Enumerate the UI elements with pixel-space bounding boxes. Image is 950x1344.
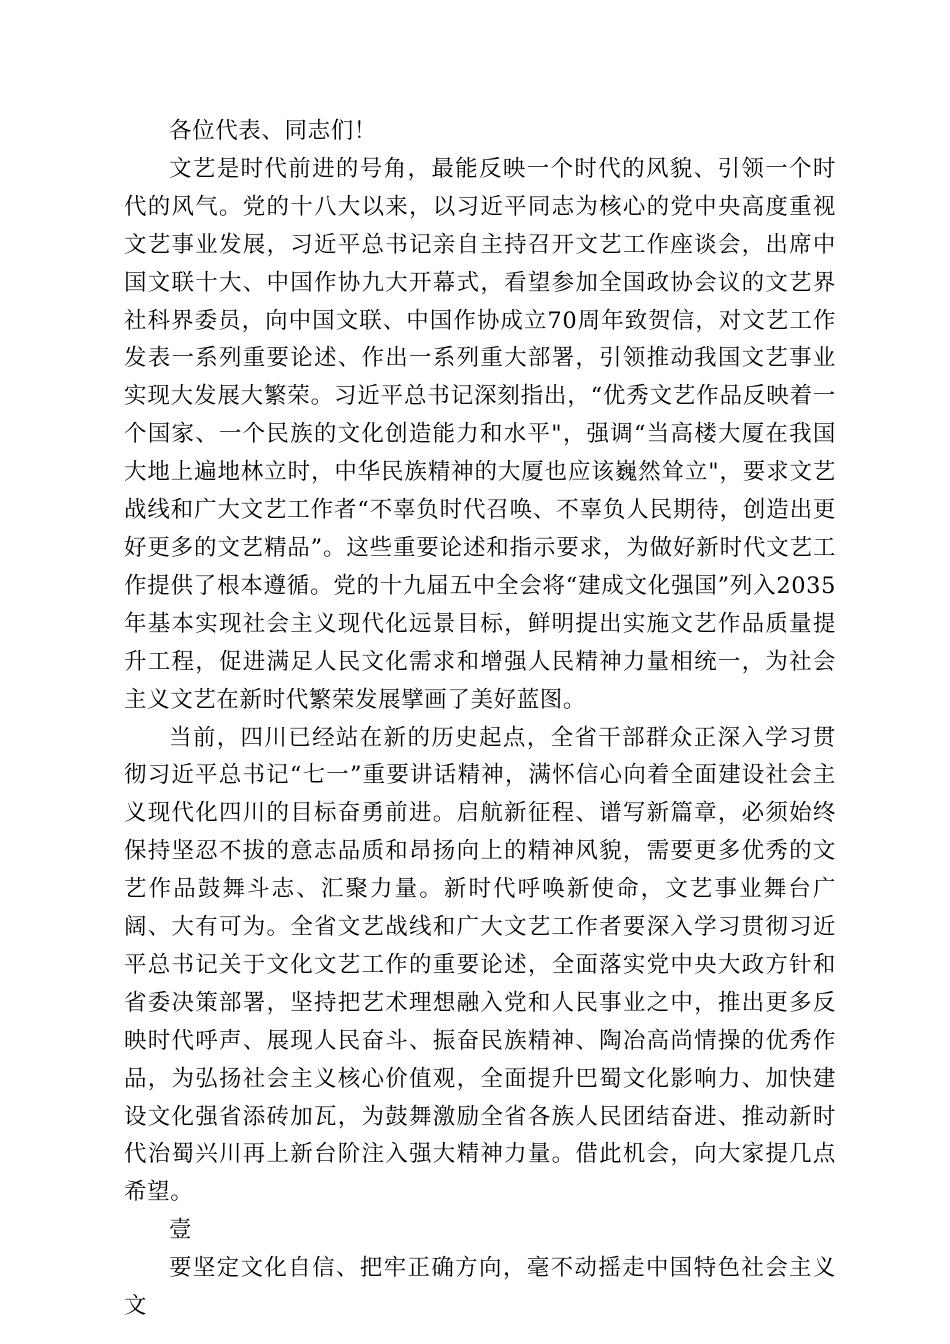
document-body: [124, 113, 836, 1326]
paragraph-3: 要坚定文化自信、把牢正确方向，毫不动摇走中国特色社会主义文: [124, 1255, 836, 1320]
greeting-line: 各位代表、同志们！: [169, 118, 377, 144]
paragraph-1: 文艺是时代前进的号角，最能反映一个时代的风貌、引领一个时代的风气。党的十八大以来，以习近平同志为核心的党中央高度重视文艺事业发展，习近平总书记亲自主持召开文艺工作座谈会，出席中国文联十大、中国作协九大开幕式，看望参加全国政协会议的文艺界社科界委员，向中国文联、中国作协成立70周年致贺信，对文艺工作发表一系列重要论述、作出一系列重大部署，引领推动我国文艺事业实现大发展大繁荣。习近平总书记深刻指出，“优秀文艺作品反映着一个国家、一个民族的文化创造能力和水平"，强调“当高楼大厦在我国大地上遍地林立时，中华民族精神的大厦也应该巍然耸立"，要求文艺战线和广大文艺工作者“不辜负时代召唤、不辜负人民期待，创造出更好更多的文艺精品”。这些重要论述和指示要求，为做好新时代文艺工作提供了根本遵循。党的十九届五中全会将“建成文化强国”列入2035年基本实现社会主义现代化远景目标，鲜明提出实施文艺作品质量提升工程，促进满足人民文化需求和增强人民精神力量相统一，为社会主义文艺在新时代繁荣发展擘画了美好蓝图。: [124, 155, 836, 713]
paragraph-2: 当前，四川已经站在新的历史起点，全省干部群众正深入学习贯彻习近平总书记“七一”重要讲话精神，满怀信心向着全面建设社会主义现代化四川的目标奋勇前进。启航新征程、谱写新篇章，必须始终保持坚忍不拔的意志品质和昂扬向上的精神风貌，需要更多优秀的文艺作品鼓舞斗志、汇聚力量。新时代呼唤新使命，文艺事业舞台广阔、大有可为。全省文艺战线和广大文艺工作者要深入学习贯彻习近平总书记关于文化文艺工作的重要论述，全面落实党中央大政方针和省委决策部署，坚持把艺术理想融入党和人民事业之中，推出更多反映时代呼声、展现人民奋斗、振奋民族精神、陶冶高尚情操的优秀作品，为弘扬社会主义核心价值观，全面提升巴蜀文化影响力、加快建设文化强省添砖加瓦，为鼓舞激励全省各族人民团结奋进、推动新时代治蜀兴川再上新台阶注入强大精神力量。借此机会，向大家提几点希望。: [124, 724, 836, 1206]
section-heading: 壹: [169, 1217, 193, 1244]
